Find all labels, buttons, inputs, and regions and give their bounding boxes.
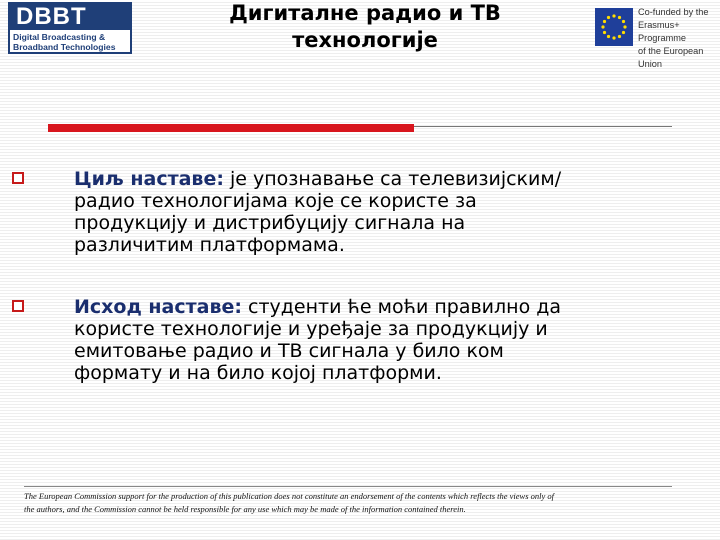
bullet-outcome-line1 [74, 296, 692, 318]
eu-flag-icon [595, 8, 633, 46]
square-bullet-icon [12, 300, 24, 312]
eu-funding-line3: of the European Union [638, 46, 704, 69]
dbbt-logo [8, 2, 132, 54]
bullet-outcome-line2: користе технологије и уређаје за продукцију и [74, 318, 548, 340]
eu-funding-text [638, 6, 718, 71]
bullet-outcome-line4: формату и на било којој платформи. [74, 362, 442, 384]
slide-title-line2: технологије [292, 28, 438, 52]
bullet-outcome-text [74, 296, 692, 384]
square-bullet-icon [12, 172, 24, 184]
eu-disclaimer-line1: The European Commission support for the production of this publication does not constitute an endorsement of the contents which reflects the views only of [24, 491, 555, 501]
dbbt-logo-subtitle-line1: Digital Broadcasting & [13, 32, 106, 42]
dbbt-logo-subtitle [10, 30, 130, 52]
footer-divider-line [24, 486, 672, 487]
dbbt-logo-brand: DBBT [10, 4, 130, 30]
bullet-goal-line3: продукцију и дистрибуцију сигнала на [74, 212, 466, 234]
bullet-outcome-line1-rest: студенти ће моћи правилно да [242, 296, 562, 318]
bullet-outcome-lead: Исход наставе: [74, 296, 242, 318]
bullet-goal-line1 [74, 168, 692, 190]
header-divider-line [414, 126, 672, 127]
slide-title-line1: Дигиталне радио и ТВ [229, 1, 501, 25]
bullet-outcome-line3: емитовање радио и ТВ сигнала у било ком [74, 340, 504, 362]
bullet-goal-line1-rest: је упознавање са телевизијским/ [223, 168, 562, 190]
dbbt-logo-subtitle-line2: Broadband Technologies [13, 42, 116, 52]
eu-funding-line1: Co-funded by the [638, 7, 709, 17]
bullet-goal [12, 168, 692, 256]
accent-red-bar [48, 124, 414, 132]
bullet-goal-lead: Циљ наставе: [74, 168, 224, 190]
bullet-goal-text [74, 168, 692, 256]
bullet-outcome [12, 296, 692, 384]
eu-disclaimer-line2: the authors, and the Commission cannot be held responsible for any use which may be made of the information contained therein. [24, 504, 466, 514]
slide-title [170, 0, 560, 54]
eu-funding-line2: Erasmus+ Programme [638, 20, 686, 43]
eu-disclaimer [24, 490, 664, 516]
bullet-goal-line4: различитим платформама. [74, 234, 345, 256]
bullet-goal-line2: радио технологијама које се користе за [74, 190, 477, 212]
